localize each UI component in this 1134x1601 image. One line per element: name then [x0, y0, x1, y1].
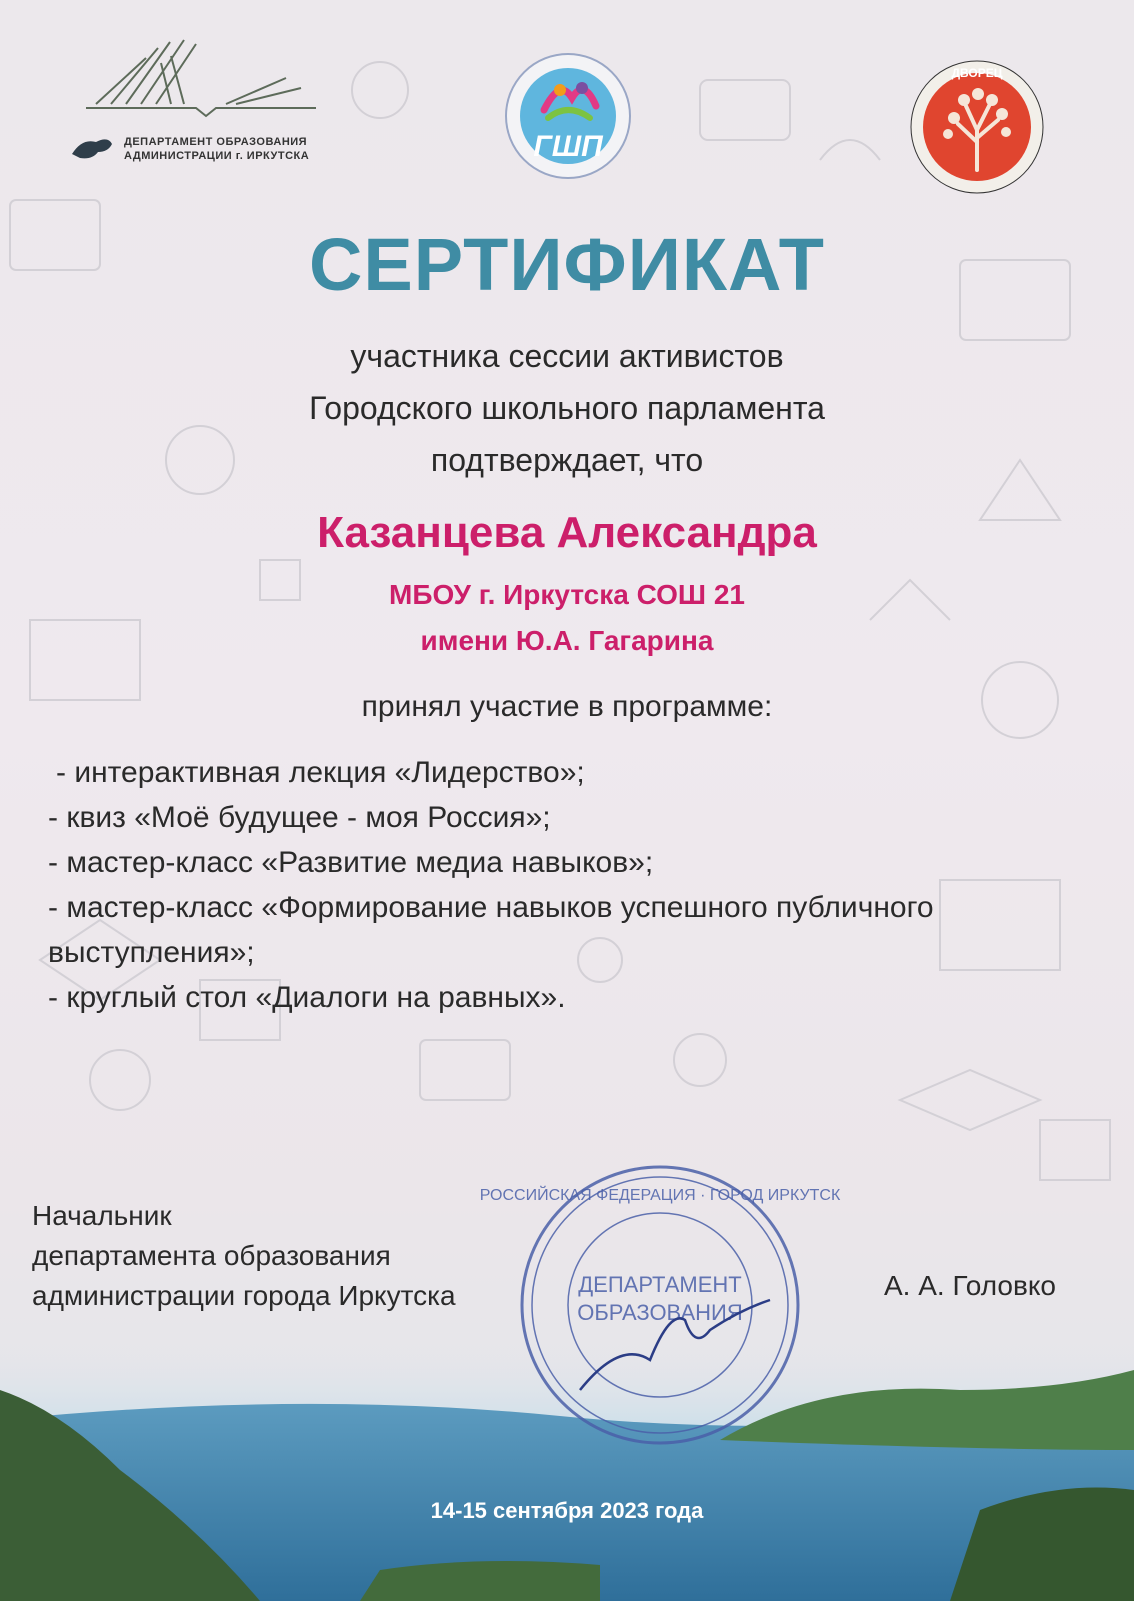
gshp-logo: [500, 48, 636, 184]
department-logo-line2: АДМИНИСТРАЦИИ г. ИРКУТСКА: [124, 150, 310, 162]
official-stamp: [479, 1160, 841, 1450]
program-item: - мастер-класс «Развитие медиа навыков»;: [48, 846, 654, 879]
school-line: МБОУ г. Иркутска СОШ 21: [389, 579, 745, 610]
stamp-line: ДЕПАРТАМЕНТ: [578, 1272, 742, 1297]
school-line: имени Ю.А. Гагарина: [420, 625, 714, 656]
program-item: - мастер-класс «Формирование навыков успешного публичного выступления»;: [48, 891, 934, 969]
subtitle-line: подтверждает, что: [430, 442, 704, 478]
department-logo-line1: ДЕПАРТАМЕНТ ОБРАЗОВАНИЯ: [124, 136, 308, 148]
program-item: - круглый стол «Диалоги на равных».: [48, 981, 566, 1014]
signer-name: А. А. Головко: [884, 1270, 1056, 1301]
gshp-logo-text: ГШП: [533, 130, 603, 163]
signer-position: [32, 1196, 456, 1316]
event-date: 14-15 сентября 2023 года: [430, 1498, 704, 1523]
certificate-subtitle: [0, 330, 1134, 486]
recipient-name: Казанцева Александра: [317, 508, 817, 557]
program-intro: принял участие в программе:: [361, 690, 773, 723]
position-line: администрации города Иркутска: [32, 1280, 456, 1311]
stamp-line: ОБРАЗОВАНИЯ: [577, 1300, 743, 1325]
position-line: департамента образования: [32, 1240, 391, 1271]
department-logo: [66, 38, 336, 178]
book-fan-icon: [66, 38, 336, 133]
sable-crest-icon: [68, 130, 116, 164]
recipient-school: [0, 572, 1134, 664]
subtitle-line: Городского школьного парламента: [309, 390, 825, 426]
program-list: [48, 750, 1088, 1020]
position-line: Начальник: [32, 1200, 172, 1231]
program-item: - интерактивная лекция «Лидерство»;: [56, 756, 585, 789]
stamp-ring-text: РОССИЙСКАЯ ФЕДЕРАЦИЯ · ГОРОД ИРКУТСК: [479, 1187, 841, 1204]
subtitle-line: участника сессии активистов: [350, 338, 784, 374]
palace-logo: [908, 58, 1046, 196]
palace-logo-text: ДВОРЕЦ: [951, 66, 1003, 80]
program-item: - квиз «Моё будущее - моя Россия»;: [48, 801, 551, 834]
certificate-title: СЕРТИФИКАТ: [308, 223, 826, 306]
